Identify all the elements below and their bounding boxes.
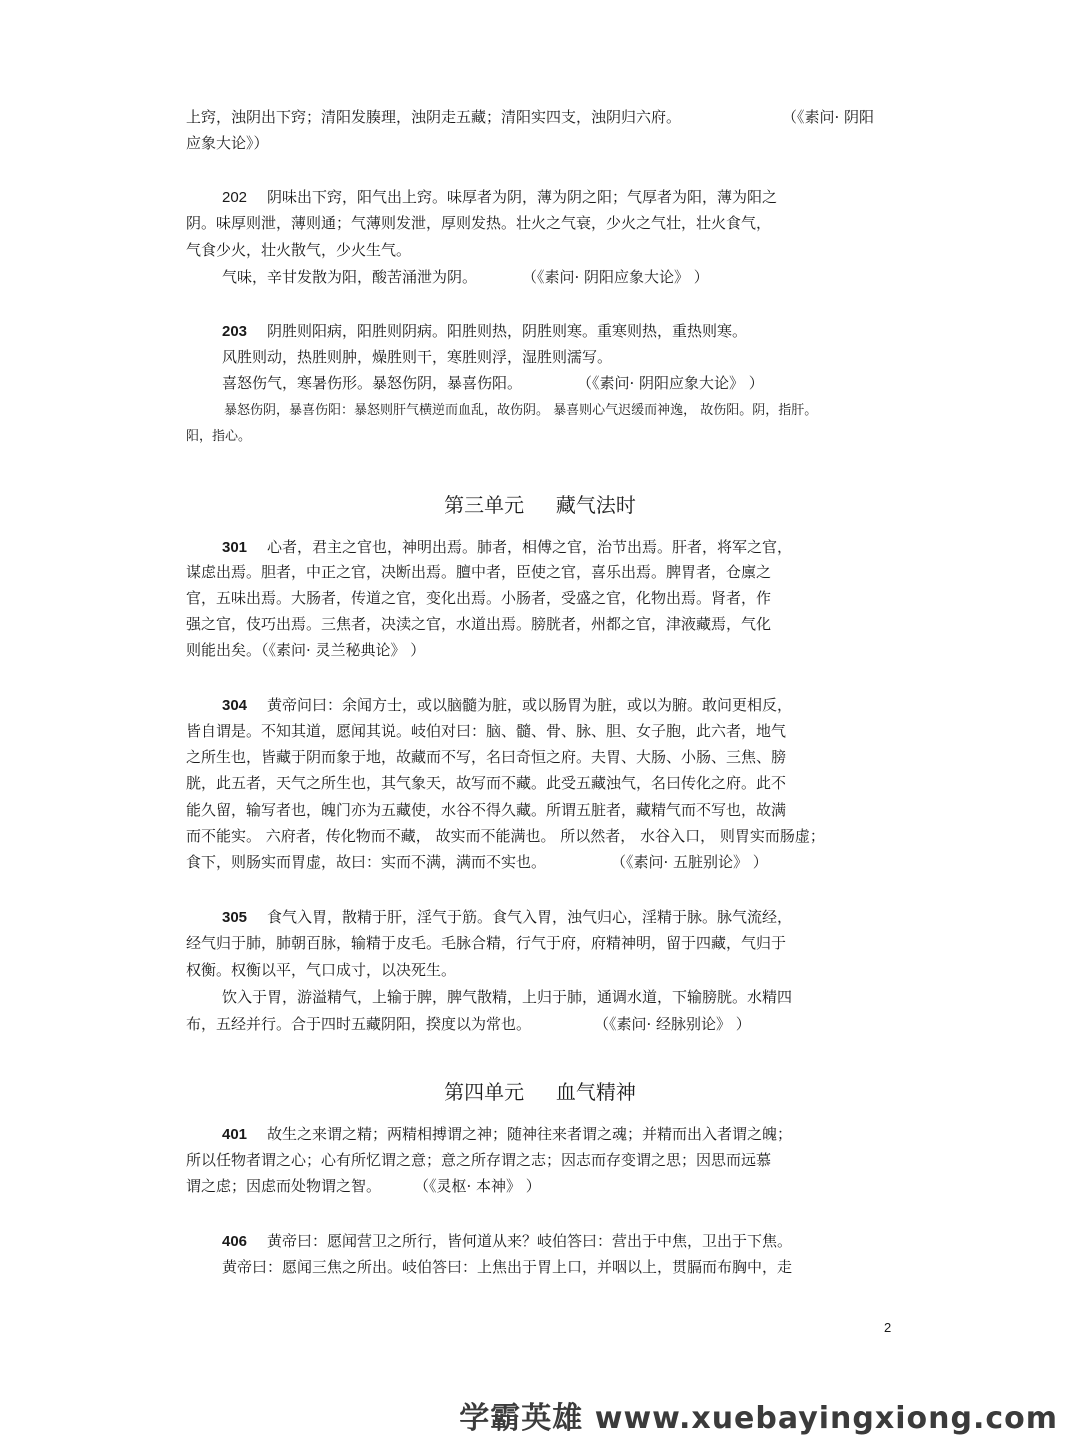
passage-304-source: （《素问· 五脏别论》 ） [611, 853, 768, 871]
passage-202-line-2: 阴。味厚则泄，薄则通；气薄则发泄，厚则发热。壮火之气衰，少火之气壮，壮火食气， [186, 214, 772, 232]
passage-number: 202 [222, 189, 248, 206]
passage-305-line-4: 饮入于胃，游溢精气，上输于脾，脾气散精，上归于肺，通调水道，下输膀胱。水精四 [222, 988, 793, 1006]
passage-201-source: （《素问· 阴阳 [782, 108, 875, 126]
passage-305-line-3: 权衡。权衡以平，气口成寸，以决死生。 [186, 961, 457, 979]
passage-304-line-5: 能久留，输写者也，魄门亦为五藏使，水谷不得久藏。所谓五脏者，藏精气而不写也，故满 [186, 801, 787, 819]
passage-203-source: （《素问· 阴阳应象大论》 ） [577, 374, 764, 392]
site-watermark: 学霸英雄 www.xuebayingxiong.com [459, 1401, 1058, 1436]
passage-301-line-1: 301 心者，君主之官也，神明出焉。肺者，相傅之官，治节出焉。肝者，将军之官， [222, 538, 793, 556]
passage-number: 401 [222, 1126, 248, 1143]
passage-406-line-1: 406 黄帝曰：愿闻营卫之所行，皆何道从来？岐伯答曰：营出于中焦，卫出于下焦。 [222, 1232, 793, 1250]
passage-304-line-7: 食下，则肠实而胃虚，故曰：实而不满，满而不实也。 （《素问· 五脏别论》 ） [186, 853, 768, 871]
passage-301-line-2: 谋虑出焉。胆者，中正之官，决断出焉。膻中者，臣使之官，喜乐出焉。脾胃者，仓廪之 [186, 563, 772, 581]
passage-203-line-3: 喜怒伤气，寒暑伤形。暴怒伤阴，暴喜伤阳。 （《素问· 阴阳应象大论》 ） [222, 374, 764, 392]
passage-406-line-2: 黄帝曰：愿闻三焦之所出。岐伯答曰：上焦出于胃上口，并咽以上，贯膈而布胸中，走 [222, 1258, 793, 1276]
passage-305-source: （《素问· 经脉别论》 ） [594, 1015, 751, 1033]
page-number: 2 [884, 1320, 892, 1335]
unit-3-heading: 第三单元 藏气法时 [444, 493, 636, 517]
passage-301-line-3: 官，五味出焉。大肠者，传道之官，变化出焉。小肠者，受盛之官，化物出焉。肾者，作 [186, 589, 772, 607]
passage-number: 304 [222, 697, 248, 714]
passage-401-line-1: 401 故生之来谓之精；两精相搏谓之神；随神往来者谓之魂；并精而出入者谓之魄； [222, 1125, 793, 1143]
passage-401-line-2: 所以任物者谓之心；心有所忆谓之意；意之所存谓之志；因志而存变谓之思；因思而远慕 [186, 1151, 772, 1169]
passage-number: 301 [222, 539, 248, 556]
passage-203-line-2: 风胜则动，热胜则肿，燥胜则干，寒胜则浮，湿胜则濡写。 [222, 348, 613, 366]
passage-304-line-6: 而不能实。 六府者，传化物而不藏， 故实而不能满也。 所以然者， 水谷入口， 则胃实而肠虚； [186, 827, 825, 845]
passage-203-line-1: 203 阴胜则阳病，阳胜则阴病。阳胜则热，阴胜则寒。重寒则热，重热则寒。 [222, 322, 748, 340]
passage-401-source: （《灵枢· 本神》 ） [414, 1177, 541, 1195]
passage-202-line-1: 202 阴味出下窍，阳气出上窍。味厚者为阴，薄为阴之阳；气厚者为阳，薄为阳之 [222, 188, 778, 206]
passage-203-note-2: 阳，指心。 [186, 429, 252, 444]
passage-304-line-3: 之所生也，皆藏于阴而象于地，故藏而不写，名曰奇恒之府。夫胃、大肠、小肠、三焦、膀 [186, 748, 787, 766]
passage-304-line-4: 胱，此五者，天气之所生也，其气象天，故写而不藏。此受五藏浊气，名曰传化之府。此不 [186, 774, 787, 792]
passage-301-line-5: 则能出矣。（《素问· 灵兰秘典论》 ） [186, 641, 426, 659]
passage-number: 305 [222, 909, 248, 926]
passage-202-line-3: 气食少火，壮火散气，少火生气。 [186, 241, 412, 259]
passage-201-line-2: 应象大论》） [186, 134, 269, 152]
passage-305-line-5: 布，五经并行。合于四时五藏阴阳，揆度以为常也。 （《素问· 经脉别论》 ） [186, 1015, 751, 1033]
passage-305-line-2: 经气归于肺，肺朝百脉，输精于皮毛。毛脉合精，行气于府，府精神明，留于四藏，气归于 [186, 934, 787, 952]
passage-number: 203 [222, 323, 248, 340]
passage-201-line-1: 上窍，浊阴出下窍；清阳发腠理，浊阴走五藏；清阳实四支，浊阴归六府。 （《素问· 阴阳 [186, 108, 875, 126]
passage-202-source: （《素问· 阴阳应象大论》 ） [522, 268, 709, 286]
passage-401-line-3: 谓之虑；因虑而处物谓之智。 （《灵枢· 本神》 ） [186, 1177, 541, 1195]
passage-304-line-2: 皆自谓是。不知其道，愿闻其说。岐伯对曰：脑、髓、骨、脉、胆、女子胞，此六者，地气 [186, 722, 787, 740]
passage-305-line-1: 305 食气入胃，散精于肝，淫气于筋。食气入胃，浊气归心，淫精于脉。脉气流经， [222, 908, 793, 926]
passage-203-note-1: 暴怒伤阴，暴喜伤阳：暴怒则肝气横逆而血乱，故伤阴。 暴喜则心气迟缓而神逸， 故伤阳。阴，指肝。 [224, 403, 818, 418]
passage-304-line-1: 304 黄帝问曰：余闻方士，或以脑髓为脏，或以肠胃为脏，或以为腑。敢问更相反， [222, 696, 793, 714]
passage-301-line-4: 强之官，伎巧出焉。三焦者，决渎之官，水道出焉。膀胱者，州都之官，津液藏焉，气化 [186, 615, 772, 633]
unit-4-heading: 第四单元 血气精神 [444, 1080, 636, 1104]
passage-202-line-4: 气味，辛甘发散为阳，酸苦涌泄为阴。 （《素问· 阴阳应象大论》 ） [222, 268, 709, 286]
passage-number: 406 [222, 1233, 248, 1250]
